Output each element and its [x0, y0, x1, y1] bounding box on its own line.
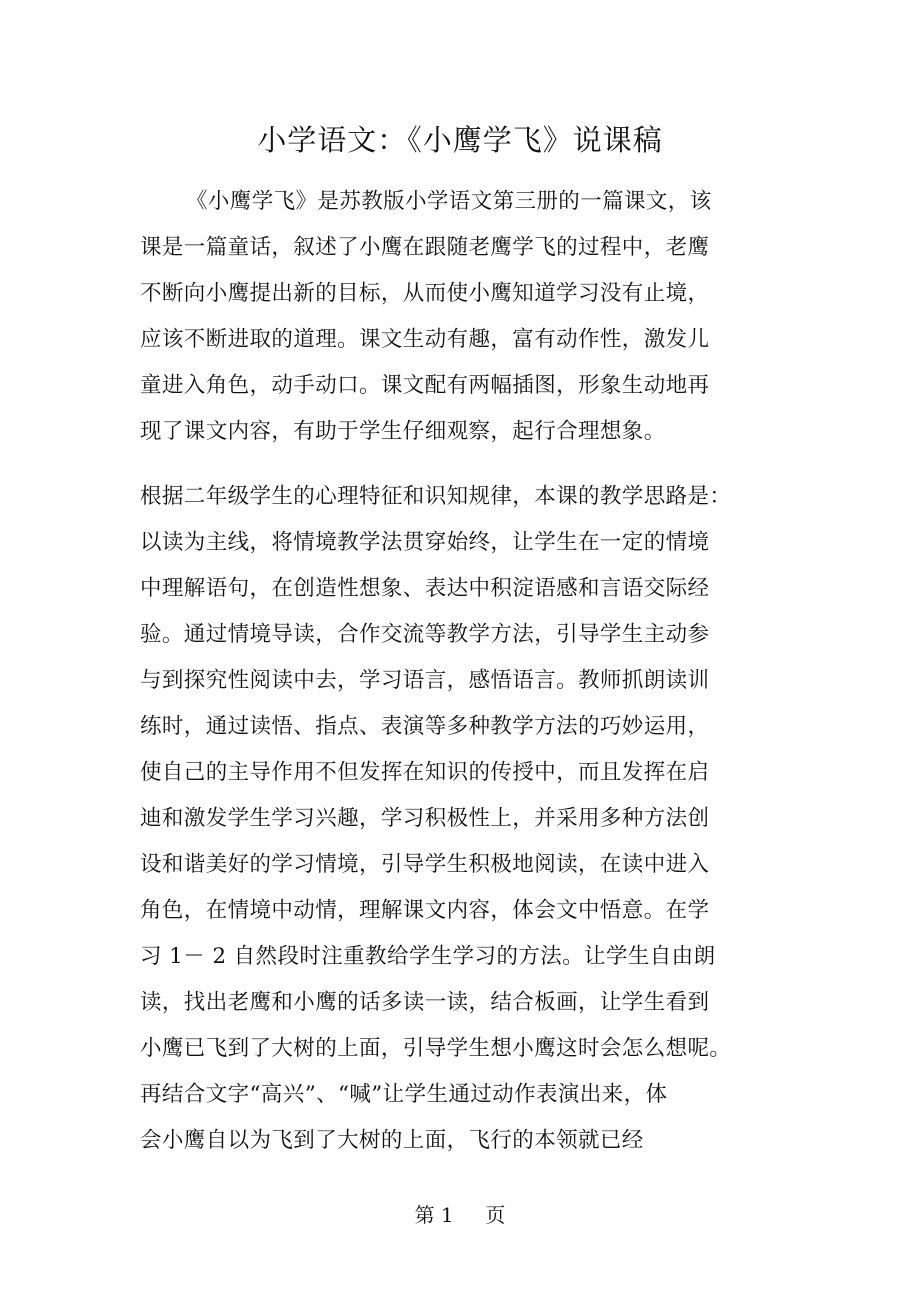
paragraph-line: 以读为主线，将情境教学法贯穿始终，让学生在一定的情境 — [140, 530, 710, 555]
paragraph-line: 习 1－ 2 自然段时注重教给学生学习的方法。让学生自由朗 — [140, 944, 716, 969]
paragraph-line: 现了课文内容，有助于学生仔细观察，起行合理想象。 — [140, 419, 666, 444]
paragraph-line: 读，找出老鹰和小鹰的话多读一读，结合板画，让学生看到 — [140, 990, 710, 1015]
paragraph-line: 课是一篇童话，叙述了小鹰在跟随老鹰学飞的过程中，老鹰 — [140, 235, 710, 260]
paragraph-line: 练时，通过读悟、指点、表演等多种教学方法的巧妙运用， — [140, 714, 710, 739]
paragraph-line: 会小鹰自以为飞到了大树的上面，飞行的本领就已经 — [140, 1128, 644, 1153]
paragraph-line: 再结合文字“高兴”、“喊”让学生通过动作表演出来，体 — [140, 1082, 668, 1107]
paragraph-line: 角色，在情境中动情，理解课文内容，体会文中悟意。在学 — [140, 898, 710, 923]
page-number: 第 1 页 — [414, 1203, 506, 1227]
paragraph-line: 童进入角色，动手动口。课文配有两幅插图，形象生动地再 — [140, 373, 710, 398]
page-title: 小学语文：《小鹰学飞》说课稿 — [257, 123, 663, 157]
paragraph-line: 迪和激发学生学习兴趣，学习积极性上，并采用多种方法创 — [140, 806, 710, 831]
paragraph-line: 应该不断进取的道理。课文生动有趣，富有动作性，激发儿 — [140, 327, 710, 352]
paragraph-line: 验。通过情境导读，合作交流等教学方法，引导学生主动参 — [140, 622, 710, 647]
paragraph-line: 中理解语句，在创造性想象、表达中积淀语感和言语交际经 — [140, 576, 710, 601]
paragraph-line: 根据二年级学生的心理特征和识知规律，本课的教学思路是： — [140, 484, 732, 509]
paragraph-line: 设和谐美好的学习情境，引导学生积极地阅读，在读中进入 — [140, 852, 710, 877]
paragraph-line: 不断向小鹰提出新的目标，从而使小鹰知道学习没有止境， — [140, 281, 710, 306]
paragraph-line: 使自己的主导作用不但发挥在知识的传授中，而且发挥在启 — [140, 760, 710, 785]
paragraph-line: 与到探究性阅读中去，学习语言，感悟语言。教师抓朗读训 — [140, 668, 710, 693]
paragraph-line: 《小鹰学飞》是苏教版小学语文第三册的一篇课文，该 — [186, 189, 712, 214]
paragraph-line: 小鹰已飞到了大树的上面，引导学生想小鹰这时会怎么想呢。 — [140, 1036, 732, 1061]
